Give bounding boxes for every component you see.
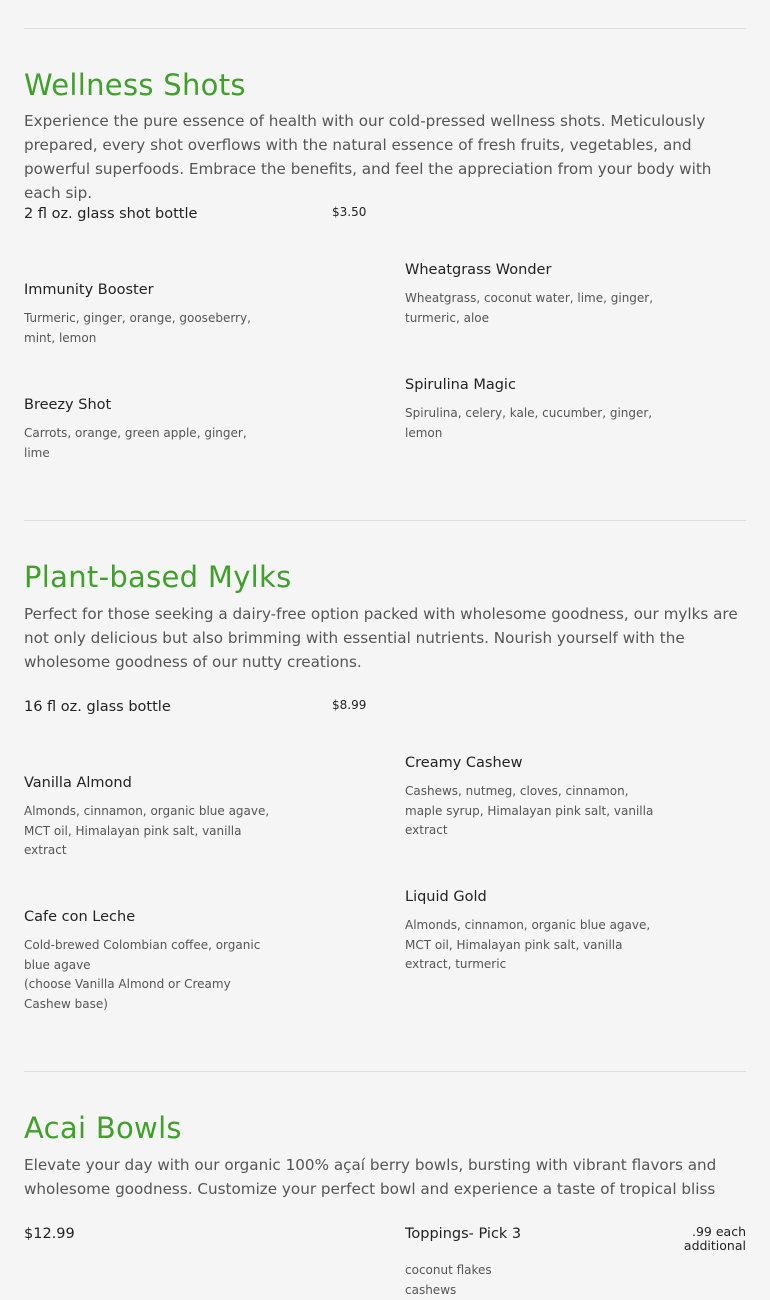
mylks-price: $8.99	[332, 698, 366, 712]
section-title-plant-based-mylks: Plant-based Mylks	[24, 560, 292, 594]
menu-item-name: Creamy Cashew	[405, 755, 522, 771]
section-description-wellness-shots: Experience the pure essence of health with our cold-pressed wellness shots. Meticulously prepared, every shot overflows with the natural essence of fresh fruits, vegetables, and powerful superfoods. Embrace the benefits, and feel the appreciation from your body with each sip.	[24, 109, 746, 205]
menu-item-ingredients: Almonds, cinnamon, organic blue agave, MCT oil, Himalayan pink salt, vanilla extract, turmeric	[405, 916, 655, 975]
menu-item-note: (choose Vanilla Almond or Creamy Cashew base)	[24, 975, 274, 1014]
menu-item-ingredients: Cashews, nutmeg, cloves, cinnamon, maple syrup, Himalayan pink salt, vanilla extract	[405, 782, 655, 841]
toppings-list	[405, 1261, 492, 1300]
section-description-acai-bowls: Elevate your day with our organic 100% açaí berry bowls, bursting with vibrant flavors and wholesome goodness. Customize your perfect bowl and experience a taste of tropical bliss	[24, 1153, 746, 1201]
topping-item: coconut flakes	[405, 1261, 492, 1281]
menu-item-name: Liquid Gold	[405, 889, 487, 905]
section-title-wellness-shots: Wellness Shots	[24, 68, 246, 102]
menu-item-name: Breezy Shot	[24, 397, 111, 413]
menu-item-ingredients: Turmeric, ginger, orange, gooseberry, mint, lemon	[24, 309, 274, 348]
section-divider	[24, 520, 746, 521]
menu-item-ingredients	[24, 936, 274, 1014]
menu-item-ingredients: Carrots, orange, green apple, ginger, lime	[24, 424, 274, 463]
menu-item-ingredients-text: Cold-brewed Colombian coffee, organic blue agave	[24, 936, 274, 975]
menu-item-ingredients: Almonds, cinnamon, organic blue agave, MCT oil, Himalayan pink salt, vanilla extract	[24, 802, 274, 861]
menu-item-name: Vanilla Almond	[24, 775, 132, 791]
section-divider	[24, 28, 746, 29]
section-title-acai-bowls: Acai Bowls	[24, 1111, 182, 1145]
mylks-size-label: 16 fl oz. glass bottle	[24, 699, 171, 715]
shots-price: $3.50	[332, 205, 366, 219]
menu-item-name: Cafe con Leche	[24, 909, 135, 925]
menu-item-name: Immunity Booster	[24, 282, 154, 298]
menu-item-name: Wheatgrass Wonder	[405, 262, 551, 278]
section-description-plant-based-mylks: Perfect for those seeking a dairy-free option packed with wholesome goodness, our mylks are not only delicious but also brimming with essential nutrients. Nourish yourself with the wholesome goodness of our nutty creations.	[24, 602, 746, 674]
topping-item: cashews	[405, 1281, 492, 1300]
acai-price: $12.99	[24, 1226, 75, 1242]
shots-size-label: 2 fl oz. glass shot bottle	[24, 206, 197, 222]
menu-item-ingredients: Wheatgrass, coconut water, lime, ginger, turmeric, aloe	[405, 289, 655, 328]
menu-item-ingredients: Spirulina, celery, kale, cucumber, ginger, lemon	[405, 404, 655, 443]
menu-item-name: Spirulina Magic	[405, 377, 516, 393]
section-divider	[24, 1071, 746, 1072]
toppings-title: Toppings- Pick 3	[405, 1226, 521, 1242]
toppings-extra-price: .99 each additional	[666, 1225, 746, 1253]
